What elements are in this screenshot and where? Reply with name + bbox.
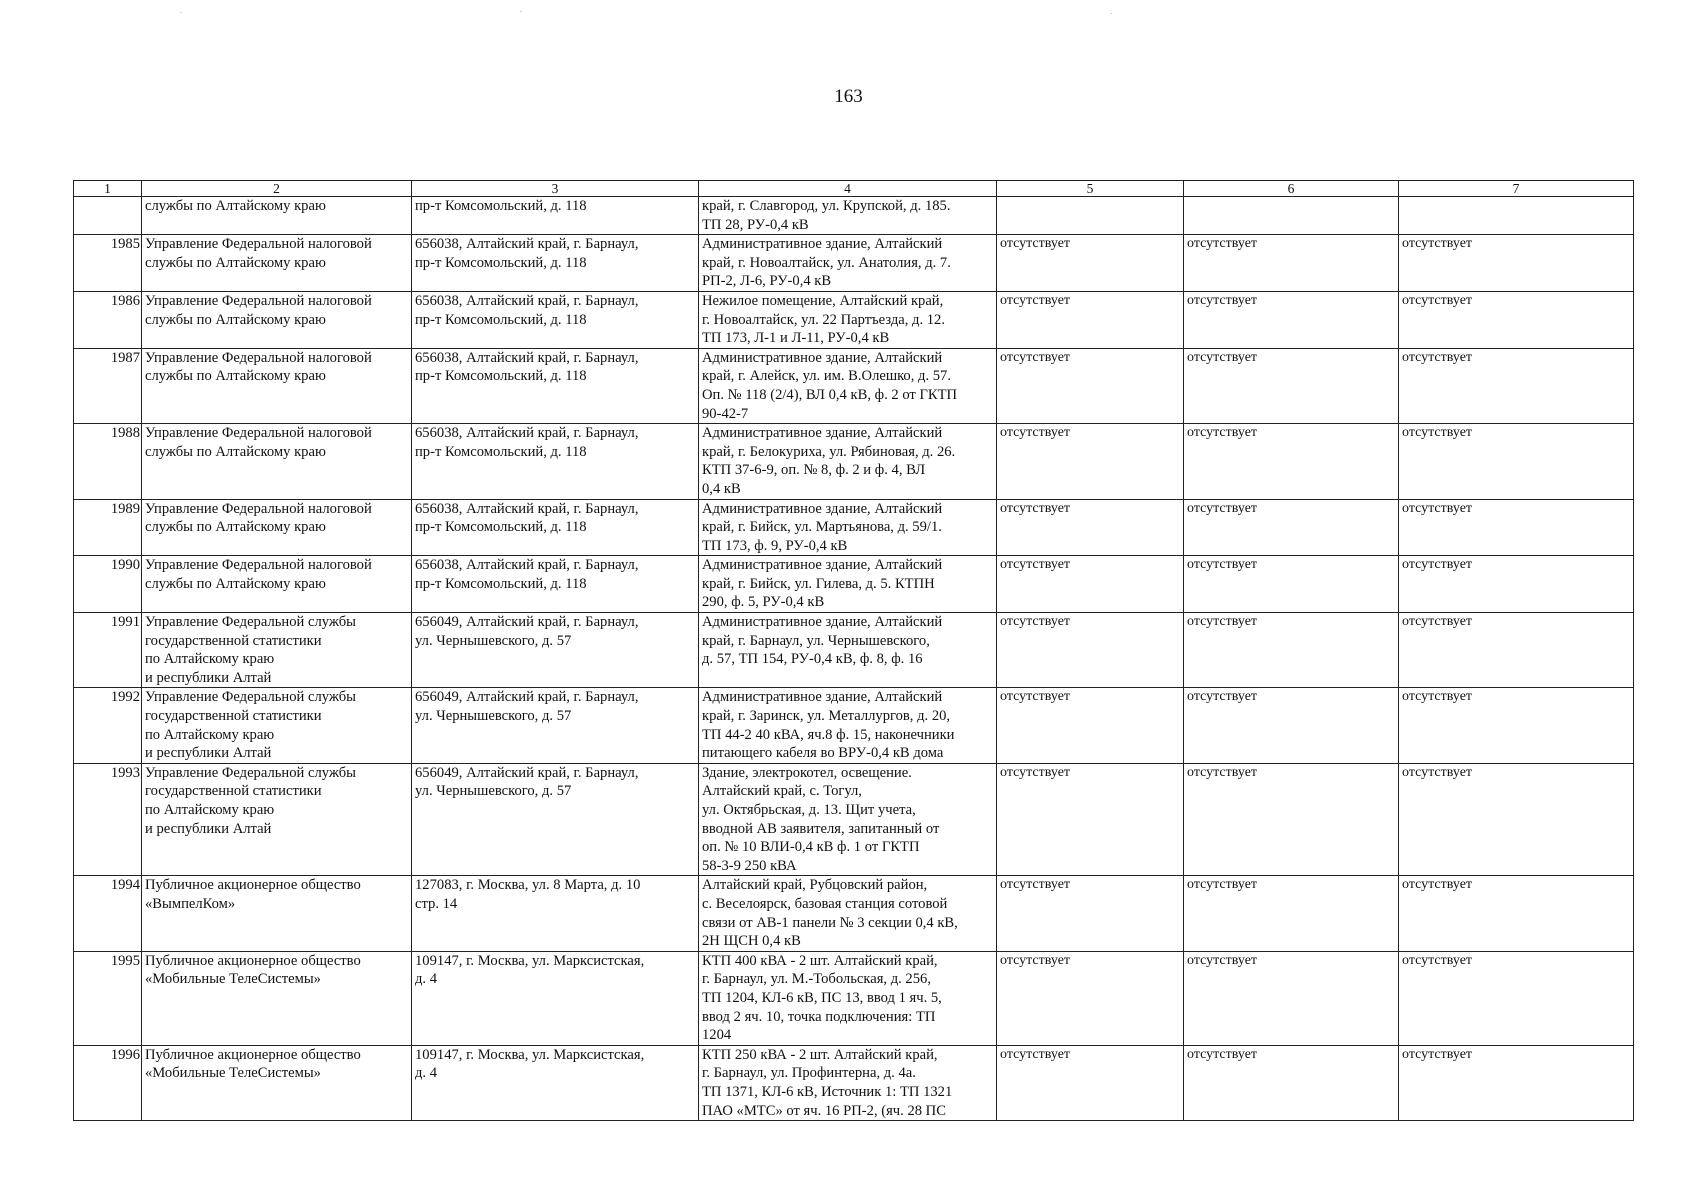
column-5-value: отсутствует <box>997 951 1184 1045</box>
connection-object: Административное здание, Алтайский край, г. Барнаул, ул. Чернышевского, д. 57, ТП 154, РУ-0,4 кВ, ф. 8, ф. 16 <box>699 613 997 688</box>
column-7-value: отсутствует <box>1399 613 1634 688</box>
connection-object: Административное здание, Алтайский край, г. Бийск, ул. Гилева, д. 5. КТПН 290, ф. 5, РУ-0,4 кВ <box>699 556 997 613</box>
connection-object: КТП 400 кВА - 2 шт. Алтайский край, г. Барнаул, ул. М.-Тобольская, д. 256, ТП 1204, КЛ-6 кВ, ПС 13, ввод 1 яч. 5, ввод 2 яч. 10, точка подключения: ТП 1204 <box>699 951 997 1045</box>
organization-address: 656038, Алтайский край, г. Барнаул, пр-т Комсомольский, д. 118 <box>412 348 699 423</box>
table-row <box>74 235 1634 292</box>
column-header-2: 2 <box>142 181 412 197</box>
organization-address: 109147, г. Москва, ул. Марксистская, д. 4 <box>412 1045 699 1120</box>
connection-object: Нежилое помещение, Алтайский край, г. Новоалтайск, ул. 22 Партъезда, д. 12. ТП 173, Л-1 и Л-11, РУ-0,4 кВ <box>699 291 997 348</box>
table-row <box>74 951 1634 1045</box>
table-row <box>74 763 1634 876</box>
organization-name: Публичное акционерное общество «Мобильные ТелеСистемы» <box>142 951 412 1045</box>
organization-address: 127083, г. Москва, ул. 8 Марта, д. 10 стр. 14 <box>412 876 699 951</box>
organization-address: 656038, Алтайский край, г. Барнаул, пр-т Комсомольский, д. 118 <box>412 235 699 292</box>
column-6-value <box>1184 197 1399 235</box>
column-6-value: отсутствует <box>1184 291 1399 348</box>
column-7-value: отсутствует <box>1399 556 1634 613</box>
column-header-1: 1 <box>74 181 142 197</box>
column-6-value: отсутствует <box>1184 1045 1399 1120</box>
column-5-value: отсутствует <box>997 1045 1184 1120</box>
column-5-value: отсутствует <box>997 688 1184 763</box>
column-7-value: отсутствует <box>1399 291 1634 348</box>
scan-artifact <box>180 12 182 13</box>
table-row <box>74 1045 1634 1120</box>
organization-address: 656038, Алтайский край, г. Барнаул, пр-т Комсомольский, д. 118 <box>412 556 699 613</box>
table-row <box>74 688 1634 763</box>
column-5-value: отсутствует <box>997 291 1184 348</box>
row-number: 1993 <box>74 763 142 876</box>
connection-object: Административное здание, Алтайский край, г. Алейск, ул. им. В.Олешко, д. 57. Оп. № 118 (2/4), ВЛ 0,4 кВ, ф. 2 от ГКТП 90-42-7 <box>699 348 997 423</box>
column-6-value: отсутствует <box>1184 499 1399 556</box>
row-number: 1996 <box>74 1045 142 1120</box>
column-header-3: 3 <box>412 181 699 197</box>
organization-name: Управление Федеральной службы государственной статистики по Алтайскому краю и республики Алтай <box>142 613 412 688</box>
column-5-value: отсутствует <box>997 235 1184 292</box>
table-row <box>74 556 1634 613</box>
connection-object: край, г. Славгород, ул. Крупской, д. 185. ТП 28, РУ-0,4 кВ <box>699 197 997 235</box>
column-header-5: 5 <box>997 181 1184 197</box>
column-6-value: отсутствует <box>1184 688 1399 763</box>
table-row <box>74 197 1634 235</box>
column-7-value: отсутствует <box>1399 348 1634 423</box>
organization-name: Управление Федеральной налоговой службы по Алтайскому краю <box>142 348 412 423</box>
column-header-6: 6 <box>1184 181 1399 197</box>
table-body <box>74 197 1634 1121</box>
page-number: 163 <box>834 86 863 107</box>
organization-name: Управление Федеральной налоговой службы по Алтайскому краю <box>142 499 412 556</box>
organization-name: Управление Федеральной налоговой службы по Алтайскому краю <box>142 235 412 292</box>
row-number: 1989 <box>74 499 142 556</box>
organization-address: 656038, Алтайский край, г. Барнаул, пр-т Комсомольский, д. 118 <box>412 499 699 556</box>
column-6-value: отсутствует <box>1184 424 1399 499</box>
column-5-value: отсутствует <box>997 556 1184 613</box>
row-number: 1994 <box>74 876 142 951</box>
organization-address: 656049, Алтайский край, г. Барнаул, ул. Чернышевского, д. 57 <box>412 613 699 688</box>
column-6-value: отсутствует <box>1184 556 1399 613</box>
connection-object: Административное здание, Алтайский край, г. Бийск, ул. Мартьянова, д. 59/1. ТП 173, ф. 9, РУ-0,4 кВ <box>699 499 997 556</box>
column-7-value: отсутствует <box>1399 424 1634 499</box>
table-row <box>74 291 1634 348</box>
connection-object: Здание, электрокотел, освещение. Алтайский край, с. Тогул, ул. Октябрьская, д. 13. Щит учета, вводной АВ заявителя, запитанный от оп. № 10 ВЛИ-0,4 кВ ф. 1 от ГКТП 58-3-9 250 кВА <box>699 763 997 876</box>
row-number: 1986 <box>74 291 142 348</box>
registry-table <box>73 180 1634 1121</box>
column-7-value: отсутствует <box>1399 688 1634 763</box>
column-5-value: отсутствует <box>997 763 1184 876</box>
connection-object: Административное здание, Алтайский край, г. Новоалтайск, ул. Анатолия, д. 7. РП-2, Л-6, РУ-0,4 кВ <box>699 235 997 292</box>
column-6-value: отсутствует <box>1184 348 1399 423</box>
organization-address: пр-т Комсомольский, д. 118 <box>412 197 699 235</box>
organization-name: Управление Федеральной налоговой службы по Алтайскому краю <box>142 556 412 613</box>
column-5-value: отсутствует <box>997 424 1184 499</box>
organization-address: 656049, Алтайский край, г. Барнаул, ул. Чернышевского, д. 57 <box>412 688 699 763</box>
row-number <box>74 197 142 235</box>
organization-address: 656038, Алтайский край, г. Барнаул, пр-т Комсомольский, д. 118 <box>412 291 699 348</box>
row-number: 1990 <box>74 556 142 613</box>
table-row <box>74 499 1634 556</box>
organization-name: Управление Федеральной налоговой службы по Алтайскому краю <box>142 291 412 348</box>
table-row <box>74 424 1634 499</box>
organization-name: Управление Федеральной службы государственной статистики по Алтайскому краю и республики Алтай <box>142 763 412 876</box>
row-number: 1995 <box>74 951 142 1045</box>
table-row <box>74 613 1634 688</box>
table-row <box>74 876 1634 951</box>
column-6-value: отсутствует <box>1184 235 1399 292</box>
column-5-value: отсутствует <box>997 613 1184 688</box>
organization-name: Управление Федеральной налоговой службы по Алтайскому краю <box>142 424 412 499</box>
column-7-value: отсутствует <box>1399 499 1634 556</box>
row-number: 1991 <box>74 613 142 688</box>
connection-object: Алтайский край, Рубцовский район, с. Веселоярск, базовая станция сотовой связи от АВ-1 панели № 3 секции 0,4 кВ, 2Н ЩСН 0,4 кВ <box>699 876 997 951</box>
connection-object: Административное здание, Алтайский край, г. Белокуриха, ул. Рябиновая, д. 26. КТП 37-6-9, оп. № 8, ф. 2 и ф. 4, ВЛ 0,4 кВ <box>699 424 997 499</box>
column-6-value: отсутствует <box>1184 613 1399 688</box>
row-number: 1988 <box>74 424 142 499</box>
organization-address: 656038, Алтайский край, г. Барнаул, пр-т Комсомольский, д. 118 <box>412 424 699 499</box>
organization-name: Публичное акционерное общество «Мобильные ТелеСистемы» <box>142 1045 412 1120</box>
organization-address: 656049, Алтайский край, г. Барнаул, ул. Чернышевского, д. 57 <box>412 763 699 876</box>
column-7-value: отсутствует <box>1399 235 1634 292</box>
header-row <box>74 181 1634 197</box>
scan-artifact <box>1110 13 1112 14</box>
column-5-value: отсутствует <box>997 348 1184 423</box>
scan-artifact <box>520 11 522 12</box>
row-number: 1987 <box>74 348 142 423</box>
organization-name: Публичное акционерное общество «ВымпелКом» <box>142 876 412 951</box>
organization-address: 109147, г. Москва, ул. Марксистская, д. 4 <box>412 951 699 1045</box>
column-6-value: отсутствует <box>1184 763 1399 876</box>
organization-name: службы по Алтайскому краю <box>142 197 412 235</box>
column-6-value: отсутствует <box>1184 876 1399 951</box>
column-5-value: отсутствует <box>997 876 1184 951</box>
column-7-value: отсутствует <box>1399 876 1634 951</box>
organization-name: Управление Федеральной службы государственной статистики по Алтайскому краю и республики Алтай <box>142 688 412 763</box>
column-7-value: отсутствует <box>1399 1045 1634 1120</box>
column-6-value: отсутствует <box>1184 951 1399 1045</box>
column-7-value <box>1399 197 1634 235</box>
table-row <box>74 348 1634 423</box>
column-header-7: 7 <box>1399 181 1634 197</box>
column-5-value: отсутствует <box>997 499 1184 556</box>
connection-object: КТП 250 кВА - 2 шт. Алтайский край, г. Барнаул, ул. Профинтерна, д. 4а. ТП 1371, КЛ-6 кВ, Источник 1: ТП 1321 ПАО «МТС» от яч. 16 РП-2, (яч. 28 ПС <box>699 1045 997 1120</box>
column-header-4: 4 <box>699 181 997 197</box>
connection-object: Административное здание, Алтайский край, г. Заринск, ул. Металлургов, д. 20, ТП 44-2 40 кВА, яч.8 ф. 15, наконечники питающего кабеля во ВРУ-0,4 кВ дома <box>699 688 997 763</box>
row-number: 1985 <box>74 235 142 292</box>
column-7-value: отсутствует <box>1399 763 1634 876</box>
column-5-value <box>997 197 1184 235</box>
column-7-value: отсутствует <box>1399 951 1634 1045</box>
row-number: 1992 <box>74 688 142 763</box>
